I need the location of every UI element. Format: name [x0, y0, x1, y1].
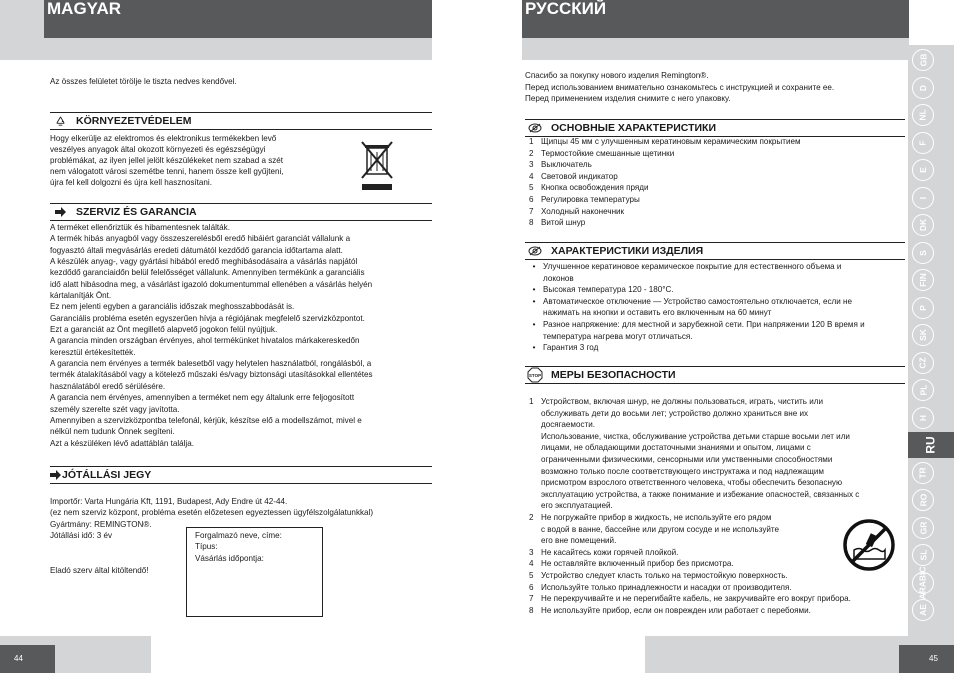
service-line: idő alatt hibásodna meg, a vásárlást igazoló dokumentummal ellenében a vásárlás helyén	[50, 279, 373, 289]
language-tabs	[908, 45, 954, 645]
item-number: 7	[529, 594, 534, 604]
env-heading	[50, 112, 432, 130]
spec-line: Разное напряжение: для местной и зарубежной сети. При напряжении 120 В время и	[543, 319, 865, 329]
tab-label: E	[917, 167, 928, 173]
tab-h[interactable]	[912, 407, 934, 429]
spec-line: температура нагрева могут отличаться.	[543, 331, 693, 341]
tab-ro[interactable]	[912, 489, 934, 511]
ru-intro	[525, 70, 905, 105]
item-text: Не перекручивайте и не перегибайте кабель, не закручивайте его вокруг прибора.	[541, 594, 851, 604]
env-line: problémákat, az ilyen jellel jelölt készülékeket nem szabad a szét	[50, 156, 284, 165]
left-page-number: 44	[0, 645, 55, 673]
safety-line: Использование, чистка, обслуживание устройства детьми старше восьми лет или	[541, 431, 850, 441]
service-line: használatából eredő sérülésére.	[50, 381, 166, 391]
item-number: 2	[529, 148, 534, 158]
feature-item	[525, 217, 905, 229]
tab-gb[interactable]	[912, 49, 934, 71]
service-line: kezdődő garanciaidőn belül felelősséget vállalunk. Amennyiben termékünk a garanciális	[50, 268, 365, 278]
tab-fin[interactable]	[912, 269, 934, 291]
tab-label: F	[917, 139, 928, 146]
arrow-right-icon	[50, 207, 70, 217]
safety-item	[525, 582, 905, 594]
tab-nl[interactable]	[912, 104, 934, 126]
bullet: •	[532, 285, 536, 295]
safety-line: возможно только после соответствующего инструктажа и под надлежащим	[541, 466, 824, 476]
feature-item	[525, 136, 905, 148]
service-line: Azt a készüléken lévő adattáblán találja.	[50, 438, 194, 448]
spec-item	[525, 342, 905, 354]
tab-cz[interactable]	[912, 352, 934, 374]
safety-line: с водой в ванне, бассейне или другом сосуде и не используйте	[541, 524, 780, 534]
tab-label: H	[917, 414, 928, 421]
specs-heading	[525, 242, 905, 260]
stop-icon	[525, 367, 545, 383]
item-text: Используйте только принадлежности и насадки от производителя.	[541, 582, 792, 592]
right-title: РУССКИЙ	[522, 0, 909, 38]
spec-line: Автоматическое отключение — Устройство самостоятельно отключается, если не	[543, 296, 853, 306]
tab-label: FIN	[917, 273, 928, 287]
spec-item	[525, 284, 905, 296]
left-title: MAGYAR	[44, 0, 432, 38]
item-text: Холодный наконечник	[541, 206, 625, 216]
tab-label: TR	[918, 466, 928, 479]
warranty-fill-box[interactable]	[186, 527, 323, 617]
item-number: 8	[529, 605, 534, 615]
item-text: Световой индикатор	[541, 171, 618, 181]
feature-item	[525, 148, 905, 160]
ru-intro-line: Перед использованием внимательно ознакомьтесь с инструкцией и сохраните ее.	[525, 82, 835, 92]
stop-label: STOP	[528, 373, 542, 378]
item-number: 3	[529, 547, 534, 557]
tab-label: GB	[918, 53, 928, 67]
tab-label: RU	[924, 436, 938, 454]
bullet: •	[532, 296, 536, 306]
tab-gr[interactable]	[912, 517, 934, 539]
spec-line: Улучшенное кератиновое керамическое покрытие для естественного объема и	[543, 262, 842, 271]
tab-sl[interactable]	[912, 544, 934, 566]
tab-s[interactable]	[912, 242, 934, 264]
arrow-right-icon	[50, 470, 61, 480]
item-number: 4	[529, 559, 534, 569]
warranty-line: Importőr: Varta Hungária Kft, 1191, Budapest, Ady Endre út 42-44.	[50, 497, 288, 506]
item-number: 8	[529, 218, 534, 228]
right-page-number: 45	[899, 645, 954, 673]
item-number: 5	[529, 570, 534, 580]
tab-label: SK	[918, 329, 928, 341]
bullet: •	[532, 343, 536, 353]
bullet: •	[532, 262, 536, 271]
spec-line: Высокая температура 120 - 180°C.	[543, 285, 674, 295]
tab-label: D	[917, 84, 928, 91]
tab-e[interactable]	[912, 159, 934, 181]
tab-label: ARABIC	[918, 565, 928, 600]
feature-item	[525, 194, 905, 206]
service-text	[50, 222, 432, 449]
feature-item	[525, 159, 905, 171]
feature-item	[525, 182, 905, 194]
safety-line: присмотром взрослого ответственного человека, чтобы обеспечить безопасную	[541, 478, 843, 488]
specs-heading-text: ХАРАКТЕРИСТИКИ ИЗДЕЛИЯ	[551, 245, 704, 257]
item-text: Не используйте прибор, если он поврежден или работает с перебоями.	[541, 605, 811, 615]
service-line: kártalanítják Önt.	[50, 291, 112, 301]
intro-text: Az összes felületet törölje le tiszta nedves kendővel.	[50, 77, 237, 86]
safety-line: досягаемости.	[541, 420, 596, 430]
safety-item	[525, 605, 905, 617]
item-number: 6	[529, 194, 534, 204]
warranty-heading	[50, 466, 432, 484]
service-line: Ezt a garanciát az Önt megillető alapvető jogokon felül nyújtjuk.	[50, 325, 278, 335]
tab-label: DK	[918, 218, 928, 232]
safety-line: обслуживать дети до восьми лет; устройство должно храниться вне их	[541, 408, 809, 418]
tab-ae[interactable]	[912, 599, 934, 621]
crossed-bin-icon	[358, 140, 396, 197]
recycle-icon	[50, 116, 70, 127]
specs-list	[525, 261, 905, 354]
feature-item	[525, 171, 905, 183]
tab-label: P	[917, 304, 928, 311]
service-line: A készülék anyag-, vagy gyártási hibából eredő meghibásodásaira a vásárlás napjától	[50, 257, 358, 267]
item-text: Регулировка температуры	[541, 194, 640, 204]
safety-line: Устройством, включая шнур, не должны пользоваться, играть, чистить или	[541, 397, 823, 406]
tab-label: S	[917, 249, 928, 256]
service-line: A garancia minden országban érvényes, ahol termékünket hivatalos márkakereskedőn	[50, 336, 360, 346]
warranty-line: (ez nem szerviz központ, probléma esetén előzetesen egyeztessen ügyfélszolgálatunkkal)	[50, 508, 374, 518]
env-text	[50, 133, 340, 188]
item-text: Не оставляйте включенный прибор без присмотра.	[541, 559, 734, 569]
item-text: Щипцы 45 мм с улучшенным кератиновым керамическим покрытием	[541, 137, 801, 146]
tab-dk[interactable]	[912, 214, 934, 236]
tab-label: PL	[918, 384, 928, 396]
item-text: Устройство следует класть только на термостойкую поверхность.	[541, 570, 788, 580]
service-line: Garanciális probléma esetén egyszerűen hívja a régiójának megfelelő szervizközpontot.	[50, 313, 365, 323]
feature-item	[525, 206, 905, 218]
warranty-line: Jótállási idő: 3 év	[50, 531, 113, 541]
safety-item	[525, 593, 905, 605]
tab-label: AE	[918, 604, 928, 616]
tab-label: NL	[918, 109, 928, 121]
service-line: A terméket ellenőriztük és hibamentesnek találták.	[50, 223, 230, 232]
ru-intro-line: Спасибо за покупку нового изделия Remington®.	[525, 71, 709, 80]
spec-item	[525, 296, 905, 319]
tab-p[interactable]	[912, 297, 934, 319]
item-text: Не касайтесь кожи горячей плойкой.	[541, 547, 679, 557]
warranty-line: Gyártmány: REMINGTON®.	[50, 519, 152, 529]
env-line: nem válogatott városi szemétbe tenni, hanem össze kell gyűjteni,	[50, 167, 284, 176]
service-line: A garancia nem érvényes a termék balesetből vagy helytelen használatból, rongálásból, a	[50, 359, 372, 369]
box-line: Forgalmazó neve, címe:	[195, 531, 282, 540]
service-line: nélkül nem tudunk Önnek segíteni.	[50, 427, 175, 437]
item-number: 1	[529, 137, 534, 146]
tab-arabic[interactable]	[912, 565, 934, 600]
safety-line: его эксплуатацией.	[541, 501, 613, 511]
eye-icon	[525, 123, 545, 133]
tab-label: RO	[918, 493, 928, 507]
tab-label: CZ	[918, 356, 928, 369]
safety-line: эксплуатацию устройства, а также понимание и избежание опасностей, связанных с	[541, 489, 860, 499]
spec-line: нажимать на кнопки и оставить его включенным на 60 минут	[543, 308, 772, 318]
features-list	[525, 136, 905, 229]
item-number: 6	[529, 582, 534, 592]
safety-heading	[525, 366, 905, 384]
tab-f[interactable]	[912, 132, 934, 154]
tab-sk[interactable]	[912, 324, 934, 346]
tab-i[interactable]	[912, 187, 934, 209]
item-number: 2	[529, 512, 534, 522]
service-line: A termék hibás anyagból vagy összeszerelésből eredő hibáiért garanciát vállalunk a	[50, 234, 351, 244]
warranty-heading-text: JÓTÁLLÁSI JEGY	[62, 469, 152, 481]
features-heading-text: ОСНОВНЫЕ ХАРАКТЕРИСТИКИ	[551, 122, 716, 134]
tab-ru[interactable]	[908, 432, 954, 458]
env-heading-text: KÖRNYEZETVÉDELEM	[76, 115, 192, 127]
tab-d[interactable]	[912, 77, 934, 99]
item-number: 4	[529, 171, 534, 181]
service-heading-text: SZERVIZ ÉS GARANCIA	[76, 206, 197, 218]
box-line: Típus:	[195, 542, 218, 552]
service-line: keresztül értékesítették.	[50, 347, 136, 357]
env-line: veszélyes anyagok által okozott környezeti és egészségügyi	[50, 145, 266, 154]
seller-note: Eladó szerv által kitöltendő!	[50, 566, 149, 575]
item-text: Выключатель	[541, 160, 592, 170]
service-line: A garancia nem érvényes, amennyiben a terméket nem egy általunk erre feljogosított	[50, 393, 355, 403]
spec-item	[525, 319, 905, 342]
tab-tr[interactable]	[912, 462, 934, 484]
service-line: fogyasztó általi megvásárlás eredeti dátumától kezdődő garancia időtartama alatt.	[50, 245, 343, 255]
spec-line: локонов	[543, 273, 574, 283]
service-line: termék átalakításából vagy a kötelező műszaki és/vagy biztonsági utasításokkal ellentétes	[50, 370, 373, 380]
item-number: 7	[529, 206, 534, 216]
safety-heading-text: МЕРЫ БЕЗОПАСНОСТИ	[551, 369, 676, 381]
tab-pl[interactable]	[912, 379, 934, 401]
item-text: Витой шнур	[541, 218, 586, 228]
service-line: Ez nem jelenti egyben a garanciális időszak meghosszabbodását is.	[50, 302, 295, 312]
env-line: újra fel kell dolgozni és újra kell hasznosítani.	[50, 178, 212, 187]
safety-line: ограниченными физическими, сенсорными или умственными способностями	[541, 454, 833, 464]
service-line: Amennyiben a szervizközpontba telefonál, kérjük, készítse elő a modellszámot, mivel e	[50, 415, 362, 425]
features-heading	[525, 119, 905, 137]
box-line: Vásárlás időpontja:	[195, 553, 264, 563]
item-number: 1	[529, 397, 534, 406]
service-heading	[50, 203, 432, 221]
item-number: 3	[529, 160, 534, 170]
bullet: •	[532, 319, 536, 329]
safety-line: лицами, не обладающими достаточными знаниями и опытом, лицами с	[541, 443, 811, 453]
tab-label: GR	[918, 521, 928, 534]
env-line: Hogy elkerülje az elektromos és elektronikus termékekben levő	[50, 134, 277, 143]
safety-line: его вне помещений.	[541, 536, 617, 546]
ru-intro-line: Перед применением изделия снимите с него упаковку.	[525, 94, 731, 104]
item-text: Термостойкие смешанные щетинки	[541, 148, 675, 158]
safety-text	[525, 396, 905, 616]
service-line: személy szerelte szét vagy javította.	[50, 404, 180, 414]
spec-item	[525, 261, 905, 284]
item-text: Кнопка освобождения пряди	[541, 183, 649, 193]
no-water-icon	[843, 519, 895, 576]
spec-line: Гарантия 3 год	[543, 343, 599, 353]
item-number: 5	[529, 183, 534, 193]
eye-icon	[525, 246, 545, 256]
tab-label: I	[918, 196, 928, 199]
tab-label: SL	[918, 549, 928, 561]
safety-line: Не погружайте прибор в жидкость, не используйте его рядом	[541, 512, 772, 522]
